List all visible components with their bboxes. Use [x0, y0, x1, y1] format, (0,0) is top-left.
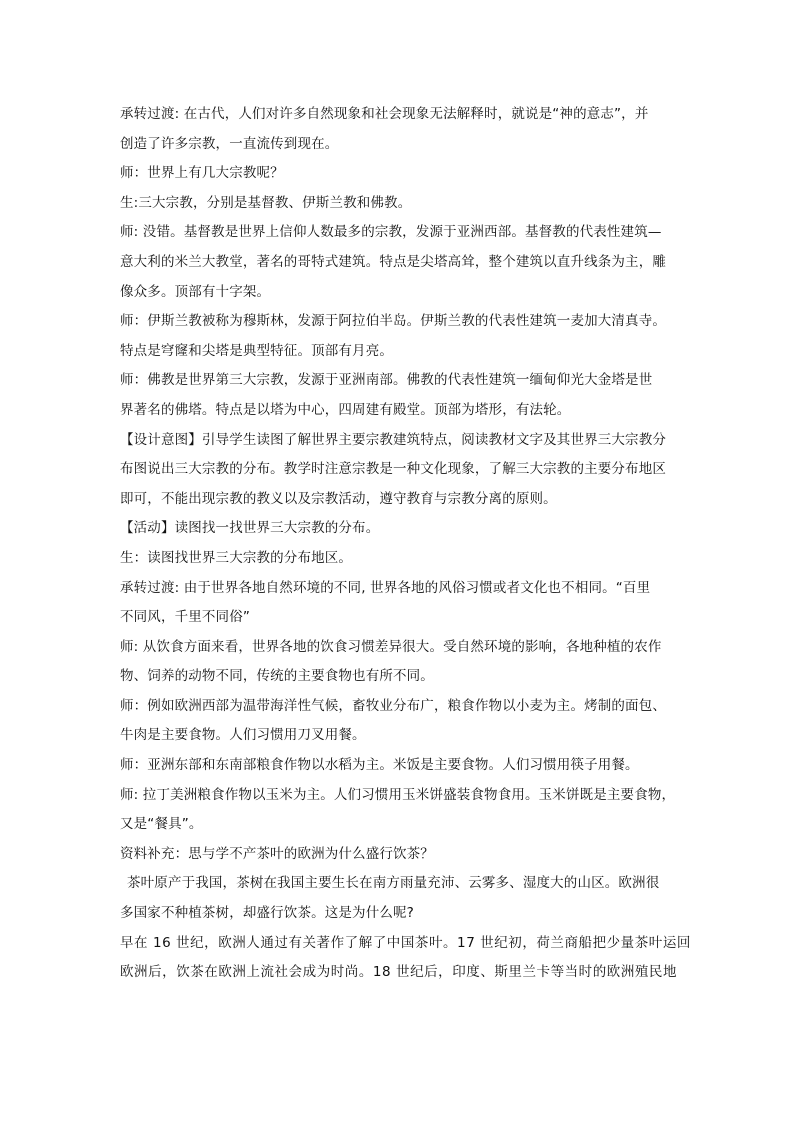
paragraph-line: 像众多。顶部有十字架。 — [120, 283, 271, 300]
paragraph-line-student-answer: 生:三大宗教，分别是基督教、伊斯兰教和佛教。 — [120, 194, 412, 211]
paragraph-line: 界著名的佛塔。特点是以塔为中心，四周建有殿堂。顶部为塔形，有法轮。 — [120, 401, 571, 418]
paragraph-line-activity: 【活动】读图找一找世界三大宗教的分布。 — [120, 520, 380, 537]
paragraph-line: 即可，不能出现宗教的教义以及宗教活动，遵守教育与宗教分离的原则。 — [120, 490, 557, 507]
paragraph-line: 创造了许多宗教，一直流传到现在。 — [120, 135, 339, 152]
paragraph-line: 布图说出三大宗教的分布。教学时注意宗教是一种文化现象，了解三大宗教的主要分布地区 — [120, 461, 666, 478]
paragraph-line-supplementary-material: 资料补充：思与学不产茶叶的欧洲为什么盛行饮茶？ — [120, 845, 434, 862]
paragraph-line-diet: 师: 从饮食方面来看，世界各地的饮食习惯差异很大。受自然环境的影响，各地种植的农作 — [120, 638, 662, 655]
paragraph-line-transition-customs: 承转过渡: 由于世界各地自然环境的不同, 世界各地的风俗习惯或者文化也不相同。“百里 — [120, 579, 651, 596]
paragraph-line-latin-america: 师: 拉丁美洲粮食作物以玉米为主。人们习惯用玉米饼盛装食物食用。玉米饼既是主要食物， — [120, 786, 676, 803]
paragraph-line-tea-origin: 茶叶原产于我国，茶树在我国主要生长在南方雨量充沛、云雾多、湿度大的山区。欧洲很 — [127, 875, 660, 892]
paragraph-line-east-asia: 师：亚洲东部和东南部粮食作物以水稻为主。米饭是主要食物。人们习惯用筷子用餐。 — [120, 757, 639, 774]
paragraph-line-western-europe: 师：例如欧洲西部为温带海洋性气候，畜牧业分布广，粮食作物以小麦为主。烤制的面包、 — [120, 697, 666, 714]
paragraph-line-islam: 师：伊斯兰教被称为穆斯林，发源于阿拉伯半岛。伊斯兰教的代表性建筑一麦加大清真寺。 — [120, 313, 666, 330]
paragraph-line: 欧洲后，饮茶在欧洲上流社会成为时尚。18 世纪后，印度、斯里兰卡等当时的欧洲殖民地 — [120, 964, 678, 981]
paragraph-line-tea-history: 早在 16 世纪，欧洲人通过有关著作了解了中国茶叶。17 世纪初，荷兰商船把少量茶叶运回 — [120, 934, 691, 951]
paragraph-line: 物、饲养的动物不同，传统的主要食物也有所不同。 — [120, 668, 434, 685]
paragraph-line-christianity: 师: 没错。基督教是世界上信仰人数最多的宗教，发源于亚洲西部。基督教的代表性建筑— — [120, 224, 662, 241]
paragraph-line: 又是“餐具”。 — [120, 816, 203, 833]
document-body — [120, 100, 691, 988]
paragraph-line: 特点是穹窿和尖塔是典型特征。顶部有月亮。 — [120, 342, 393, 359]
paragraph-line: 多国家不种植茶树，却盛行饮茶。这是为什么呢? — [120, 905, 414, 922]
paragraph-line: 意大利的米兰大教堂，著名的哥特式建筑。特点是尖塔高耸，整个建筑以直升线条为主，雕 — [120, 253, 666, 270]
paragraph-line: 不同风，千里不同俗” — [120, 609, 250, 626]
paragraph-line-buddhism: 师：佛教是世界第三大宗教，发源于亚洲南部。佛教的代表性建筑一缅甸仰光大金塔是世 — [120, 372, 653, 389]
paragraph-line: 牛肉是主要食物。人们习惯用刀叉用餐。 — [120, 727, 366, 744]
paragraph-line-student-activity: 生：读图找世界三大宗教的分布地区。 — [120, 549, 353, 566]
paragraph-line-teacher-question: 师：世界上有几大宗教呢？ — [120, 165, 284, 182]
paragraph-line-transition-intro: 承转过渡: 在古代，人们对许多自然现象和社会现象无法解释时，就说是“神的意志”，并 — [120, 106, 649, 122]
paragraph-line-design-intent: 【设计意图】引导学生读图了解世界主要宗教建筑特点，阅读教材文字及其世界三大宗教分 — [120, 431, 666, 448]
